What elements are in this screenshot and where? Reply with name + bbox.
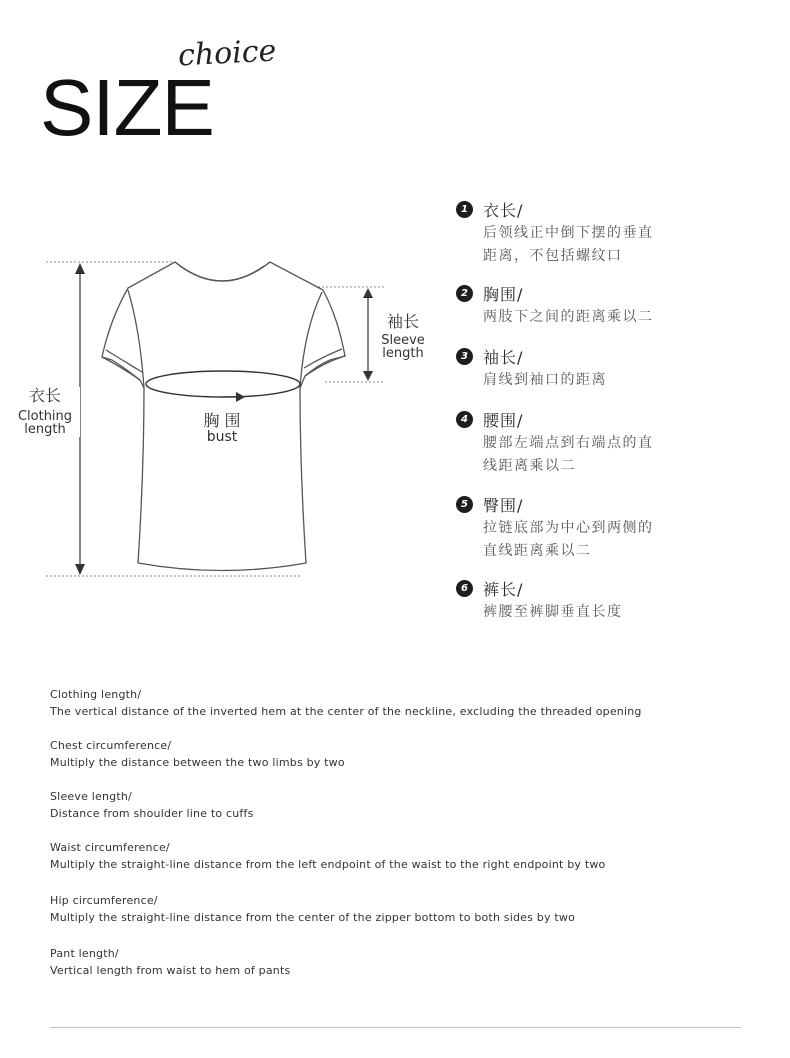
item-title: 胸围/ — [483, 284, 524, 304]
note-chest-circumference: Chest circumference/ Multiply the distance between the two limbs by two — [50, 739, 345, 769]
item-description: 腰部左端点到右端点的直 线距离乘以二 — [483, 435, 654, 474]
note-clothing-length: Clothing length/ The vertical distance of the inverted hem at the center of the neckline, excluding the threaded opening — [50, 688, 642, 718]
list-item — [456, 578, 756, 624]
item-title: 臀围/ — [483, 495, 524, 515]
script-subtitle: choice — [177, 33, 278, 74]
item-title: 袖长/ — [483, 347, 524, 367]
sleeve-arrow-bottom — [363, 371, 373, 381]
note-waist-circumference: Waist circumference/ Multiply the straight-line distance from the left endpoint of the waist to the right endpoint by two — [50, 841, 606, 871]
bust-label: 胸 围 bust — [203, 411, 241, 445]
list-item — [456, 409, 756, 478]
note-hip-circumference: Hip circumference/ Multiply the straight-line distance from the center of the zipper bottom to both sides by two — [50, 894, 576, 924]
tshirt-diagram — [0, 0, 450, 600]
item-title: 裤长/ — [483, 579, 524, 599]
item-description: 两肢下之间的距离乘以二 — [483, 309, 654, 325]
number-badge: 2 — [456, 285, 473, 302]
item-description: 裤腰至裤脚垂直长度 — [483, 604, 623, 620]
item-description: 肩线到袖口的距离 — [483, 372, 607, 388]
bottom-divider — [50, 1027, 741, 1028]
number-badge: 3 — [456, 348, 473, 365]
list-item — [456, 346, 756, 392]
number-badge: 5 — [456, 496, 473, 513]
number-badge: 1 — [456, 201, 473, 218]
item-description: 拉链底部为中心到两侧的 直线距离乘以二 — [483, 520, 654, 559]
list-item — [456, 199, 756, 268]
length-arrow-bottom — [75, 564, 85, 575]
item-description: 后领线正中倒下摆的垂直 距离，不包括螺纹口 — [483, 225, 654, 264]
note-sleeve-length: Sleeve length/ Distance from shoulder line to cuffs — [50, 790, 254, 820]
sleeve-arrow-top — [363, 288, 373, 298]
length-arrow-top — [75, 263, 85, 274]
list-item — [456, 283, 756, 329]
item-title: 衣长/ — [483, 200, 524, 220]
page-title: SIZE — [40, 63, 214, 152]
item-title: 腰围/ — [483, 410, 524, 430]
note-pant-length: Pant length/ Vertical length from waist to hem of pants — [50, 947, 291, 977]
list-item — [456, 494, 756, 563]
number-badge: 6 — [456, 580, 473, 597]
sleeve-length-label: 袖长 Sleeve length — [372, 313, 434, 361]
english-notes — [50, 686, 750, 996]
number-badge: 4 — [456, 411, 473, 428]
clothing-length-label: 衣长 Clothing length — [10, 387, 80, 437]
